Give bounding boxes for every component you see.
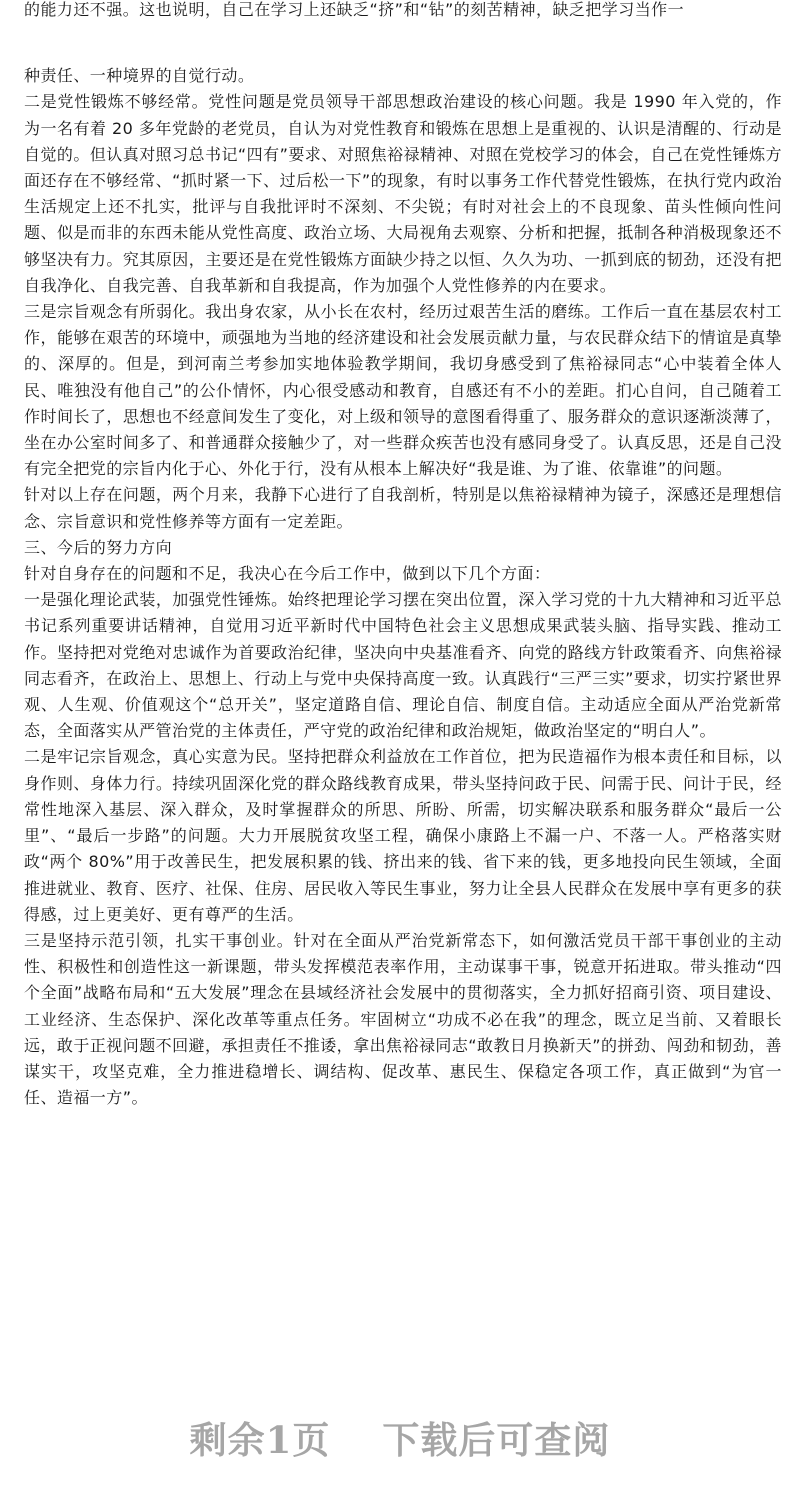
section-heading-future-direction: 三、今后的努力方向	[24, 537, 173, 557]
page-break-gap	[24, 23, 782, 63]
download-prompt[interactable]	[0, 1410, 800, 1464]
document-body	[24, 0, 782, 1111]
download-to-view-label: 下载后可查阅	[382, 1418, 611, 1462]
paragraph-serve-people: 二是牢记宗旨观念，真心实意为民。坚持把群众利益放在工作首位，把为民造福作为根本责任和目标，以身作则、身体力行。持续巩固深化党的群众路线教育成果，带头坚持问政于民、问需于民、问计于民，经常性地深入基层、深入群众，及时掌握群众的所思、所盼、所需，切实解决联系和服务群众“最后一公里”、“最后一步路”的问题。大力开展脱贫攻坚工程，确保小康路上不漏一户、不落一人。严格落实财政“两个 80%”用于改善民生，把发展积累的钱、挤出来的钱、省下来的钱，更多地投向民生领域，全面推进就业、教育、医疗、社保、住房、居民收入等民生事业，努力让全县人民群众在发展中享有更多的获得感，过上更美好、更有尊严的生活。	[24, 747, 782, 924]
paragraph-lead-by-example: 三是坚持示范引领，扎实干事创业。针对在全面从严治党新常态下，如何激活党员干部干事创业的主动性、积极性和创造性这一新课题，带头发挥模范表率作用，主动谋事干事，锐意开拓进取。带头推动“四个全面”战略布局和“五大发展”理念在县域经济社会发展中的贯彻落实，全力抓好招商引资、项目建设、工业经济、生态保护、深化改革等重点任务。牢固树立“功成不必在我”的理念，既立足当前、又着眼长远，敢于正视问题不回避，承担责任不推诿，拿出焦裕禄同志“敢教日月换新天”的拼劲、闯劲和韧劲，善谋实干，攻坚克难，全力推进稳增长、调结构、促改革、惠民生、保稳定各项工作，真正做到“为官一任、造福一方”。	[24, 930, 782, 1108]
paragraph-fragment-continued: 种责任、一种境界的自觉行动。	[24, 66, 255, 86]
paragraph-party-discipline: 二是党性锻炼不够经常。党性问题是党员领导干部思想政治建设的核心问题。我是 1990 年入党的，作为一名有着 20 多年党龄的老党员，自认为对党性教育和锻炼在思想上是重视的、认识是清醒的、行动是自觉的。但认真对照习总书记“四有”要求、对照焦裕禄精神、对照在党校学习的体会，自己在党性锤炼方面还存在不够经常、“抓时紧一下、过后松一下”的现象，有时以事务工作代替党性锻炼，在执行党内政治生活规定上还不扎实，批评与自我批评时不深刻、不尖锐；有时对社会上的不良现象、苗头性倾向性问题、似是而非的东西未能从党性高度、政治立场、大局视角去观察、分析和把握，抵制各种消极现象还不够坚决有力。究其原因，主要还是在党性锻炼方面缺少持之以恒、久久为功、一抓到底的韧劲，还没有把自我净化、自我完善、自我革新和自我提高，作为加强个人党性修养的内在要求。	[24, 92, 782, 295]
paragraph-theory-study: 一是强化理论武装，加强党性锤炼。始终把理论学习摆在突出位置，深入学习党的十九大精神和习近平总书记系列重要讲话精神，自觉用习近平新时代中国特色社会主义思想成果武装头脑、指导实践、推动工作。坚持把对党绝对忠诚作为首要政治纪律，坚决向中央基准看齐、向党的路线方针政策看齐、向焦裕禄同志看齐，在政治上、思想上、行动上与党中央保持高度一致。认真践行“三严三实”要求，切实拧紧世界观、人生观、价值观这个“总开关”，坚定道路自信、理论自信、制度自信。主动适应全面从严治党新常态，全面落实从严管治党的主体责任，严守党的政治纪律和政治规矩，做政治坚定的“明白人”。	[24, 590, 782, 741]
remaining-pages-label: 剩余1页	[189, 1418, 331, 1462]
paragraph-self-analysis: 针对以上存在问题，两个月来，我静下心进行了自我剖析，特别是以焦裕禄精神为镜子，深感还是理想信念、宗旨意识和党性修养等方面有一定差距。	[24, 485, 782, 531]
paragraph-intro: 针对自身存在的问题和不足，我决心在今后工作中，做到以下几个方面：	[24, 564, 551, 584]
paragraph-fragment-top: 的能力还不强。这也说明，自己在学习上还缺乏“挤”和“钻”的刻苦精神，缺乏把学习当作一	[24, 0, 685, 19]
paragraph-purpose-concept: 三是宗旨观念有所弱化。我出身农家，从小长在农村，经历过艰苦生活的磨练。工作后一直在基层农村工作，能够在艰苦的环境中，顽强地为当地的经济建设和社会发展贡献力量，与农民群众结下的情谊是真挚的、深厚的。但是，到河南兰考参加实地体验教学期间，我切身感受到了焦裕禄同志“心中装着全体人民、唯独没有他自己”的公仆情怀，内心很受感动和教育，自感还有不小的差距。扪心自问，自己随着工作时间长了，思想也不经意间发生了变化，对上级和领导的意图看得重了、服务群众的意识逐渐淡薄了，坐在办公室时间多了、和普通群众接触少了，对一些群众疾苦也没有感同身受了。认真反思，还是自己没有完全把党的宗旨内化于心、外化于行，没有从根本上解决好“我是谁、为了谁、依靠谁”的问题。	[24, 302, 782, 479]
